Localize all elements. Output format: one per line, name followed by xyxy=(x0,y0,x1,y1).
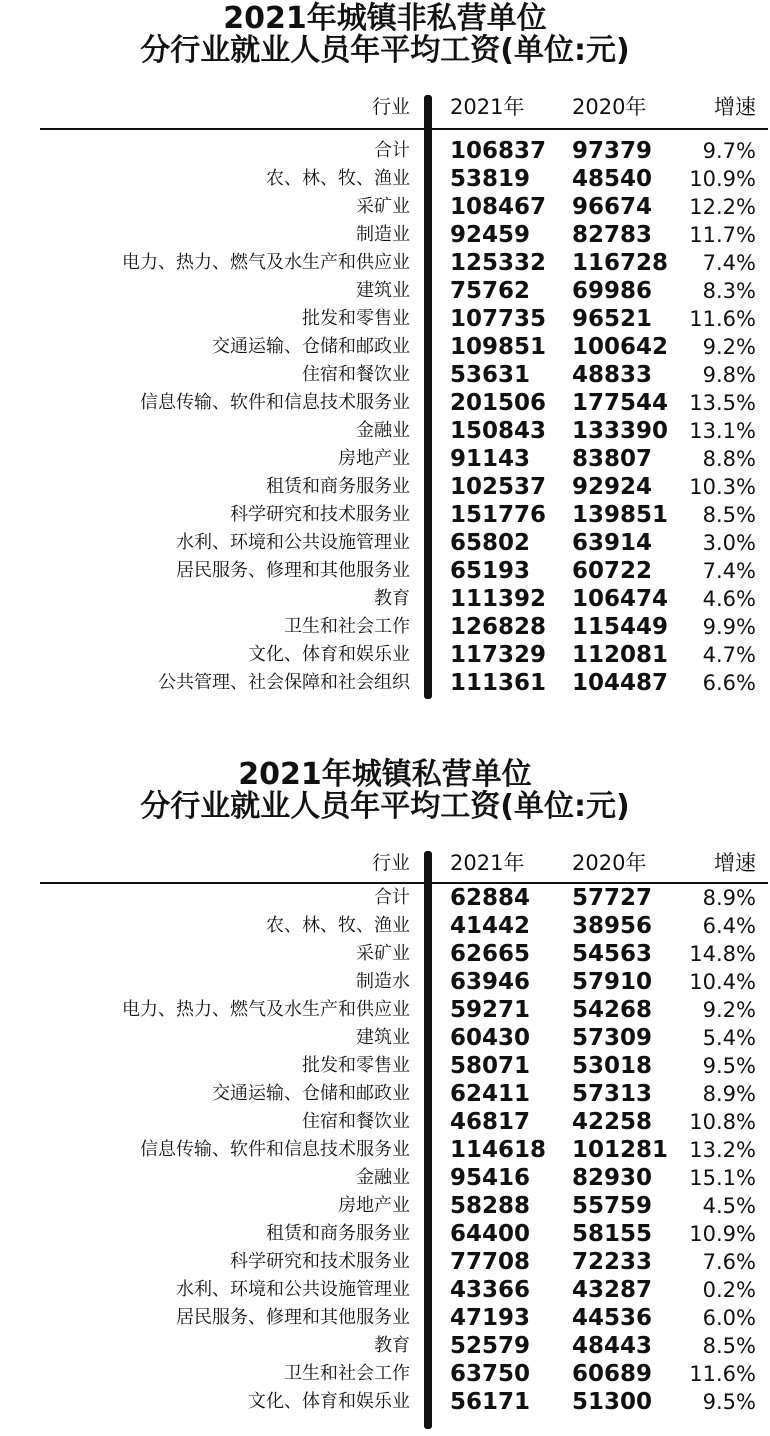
cell-2021: 92459 xyxy=(450,222,531,248)
cell-2021: 52579 xyxy=(450,1333,531,1359)
cell-2020: 116728 xyxy=(572,250,669,276)
cell-growth: 10.8% xyxy=(689,1110,756,1134)
table-row xyxy=(0,249,770,277)
cell-industry: 教育 xyxy=(374,1335,410,1356)
cell-2021: 126828 xyxy=(450,614,547,640)
cell-growth: 9.2% xyxy=(702,335,756,359)
cell-growth: 10.9% xyxy=(689,1222,756,1246)
cell-2021: 95416 xyxy=(450,1165,531,1191)
table-row xyxy=(0,1276,770,1304)
cell-industry: 卫生和社会工作 xyxy=(284,616,410,637)
table-row xyxy=(0,1248,770,1276)
cell-growth: 4.5% xyxy=(702,1194,756,1218)
table-row xyxy=(0,193,770,221)
cell-industry: 租赁和商务服务业 xyxy=(266,476,410,497)
cell-2021: 114618 xyxy=(450,1137,547,1163)
cell-2021: 41442 xyxy=(450,913,531,939)
cell-2020: 83807 xyxy=(572,446,653,472)
cell-growth: 4.6% xyxy=(702,587,756,611)
cell-industry: 租赁和商务服务业 xyxy=(266,1223,410,1244)
cell-2020: 60689 xyxy=(572,1361,653,1387)
table-row xyxy=(0,165,770,193)
cell-2021: 65802 xyxy=(450,530,531,556)
cell-2020: 139851 xyxy=(572,502,669,528)
cell-2020: 55759 xyxy=(572,1193,653,1219)
cell-growth: 10.9% xyxy=(689,167,756,191)
cell-2020: 82930 xyxy=(572,1165,653,1191)
cell-industry: 文化、体育和娱乐业 xyxy=(248,1391,410,1412)
cell-industry: 文化、体育和娱乐业 xyxy=(248,644,410,665)
cell-industry: 批发和零售业 xyxy=(302,1055,410,1076)
cell-growth: 14.8% xyxy=(689,942,756,966)
cell-2021: 111361 xyxy=(450,670,547,696)
cell-2020: 101281 xyxy=(572,1137,669,1163)
cell-2020: 106474 xyxy=(572,586,669,612)
table-row xyxy=(0,137,770,165)
cell-industry: 农、林、牧、渔业 xyxy=(266,168,410,189)
cell-industry: 信息传输、软件和信息技术服务业 xyxy=(140,392,410,413)
cell-2021: 111392 xyxy=(450,586,547,612)
cell-2020: 60722 xyxy=(572,558,653,584)
cell-industry: 住宿和餐饮业 xyxy=(302,1111,410,1132)
table-title-line2: 分行业就业人员年平均工资 xyxy=(140,789,501,824)
cell-growth: 7.4% xyxy=(702,251,756,275)
cell-industry: 合计 xyxy=(374,140,410,161)
cell-2021: 58071 xyxy=(450,1053,531,1079)
cell-growth: 9.8% xyxy=(702,363,756,387)
cell-industry: 房地产业 xyxy=(338,1195,410,1216)
table-row xyxy=(0,912,770,940)
table-row xyxy=(0,1108,770,1136)
cell-industry: 批发和零售业 xyxy=(302,308,410,329)
cell-industry: 住宿和餐饮业 xyxy=(302,364,410,385)
cell-industry: 房地产业 xyxy=(338,448,410,469)
table-row xyxy=(0,361,770,389)
table-row xyxy=(0,277,770,305)
cell-growth: 15.1% xyxy=(689,1166,756,1190)
cell-growth: 6.0% xyxy=(702,1306,756,1330)
cell-industry: 金融业 xyxy=(356,1167,410,1188)
cell-industry: 农、林、牧、渔业 xyxy=(266,915,410,936)
cell-2021: 53819 xyxy=(450,166,531,192)
table-title-line1: 2021年城镇私营单位 xyxy=(238,757,532,792)
table-unit: (单位:元) xyxy=(500,33,630,68)
cell-growth: 3.0% xyxy=(702,531,756,555)
cell-industry: 金融业 xyxy=(356,420,410,441)
cell-growth: 5.4% xyxy=(702,1026,756,1050)
table-title-line1: 2021年城镇非私营单位 xyxy=(223,1,547,36)
cell-2020: 38956 xyxy=(572,913,653,939)
cell-growth: 7.6% xyxy=(702,1250,756,1274)
table-row xyxy=(0,333,770,361)
cell-2021: 75762 xyxy=(450,278,531,304)
cell-2020: 57727 xyxy=(572,885,653,911)
cell-growth: 11.6% xyxy=(689,307,756,331)
cell-2020: 42258 xyxy=(572,1109,653,1135)
cell-2021: 102537 xyxy=(450,474,547,500)
cell-growth: 8.9% xyxy=(702,886,756,910)
table-row xyxy=(0,305,770,333)
cell-growth: 7.4% xyxy=(702,559,756,583)
cell-industry: 制造业 xyxy=(356,224,410,245)
cell-2021: 117329 xyxy=(450,642,547,668)
cell-growth: 11.7% xyxy=(689,223,756,247)
cell-2020: 133390 xyxy=(572,418,669,444)
cell-growth: 10.3% xyxy=(689,475,756,499)
cell-growth: 9.9% xyxy=(702,615,756,639)
cell-2020: 44536 xyxy=(572,1305,653,1331)
table-row xyxy=(0,1164,770,1192)
table-row xyxy=(0,940,770,968)
cell-2020: 54563 xyxy=(572,941,653,967)
table-row xyxy=(0,1080,770,1108)
cell-2021: 63946 xyxy=(450,969,531,995)
header-divider xyxy=(40,128,768,130)
cell-industry: 水利、环境和公共设施管理业 xyxy=(176,532,410,553)
cell-industry: 合计 xyxy=(374,887,410,908)
header-2020: 2020年 xyxy=(572,851,647,875)
cell-industry: 水利、环境和公共设施管理业 xyxy=(176,1279,410,1300)
cell-2021: 108467 xyxy=(450,194,547,220)
cell-industry: 交通运输、仓储和邮政业 xyxy=(212,1083,410,1104)
cell-2020: 48540 xyxy=(572,166,653,192)
cell-2021: 77708 xyxy=(450,1249,531,1275)
cell-growth: 11.6% xyxy=(689,1362,756,1386)
cell-2020: 69986 xyxy=(572,278,653,304)
cell-2021: 63750 xyxy=(450,1361,531,1387)
cell-industry: 采矿业 xyxy=(356,943,410,964)
cell-growth: 8.9% xyxy=(702,1082,756,1106)
cell-2021: 56171 xyxy=(450,1389,531,1415)
cell-2020: 97379 xyxy=(572,138,653,164)
header-2021: 2021年 xyxy=(450,851,525,875)
cell-2020: 54268 xyxy=(572,997,653,1023)
cell-growth: 9.5% xyxy=(702,1054,756,1078)
cell-2020: 96674 xyxy=(572,194,653,220)
cell-2021: 64400 xyxy=(450,1221,531,1247)
table-row xyxy=(0,1024,770,1052)
cell-2020: 112081 xyxy=(572,642,669,668)
cell-2021: 106837 xyxy=(450,138,547,164)
table-row xyxy=(0,473,770,501)
cell-industry: 卫生和社会工作 xyxy=(284,1363,410,1384)
table-row xyxy=(0,417,770,445)
cell-growth: 8.5% xyxy=(702,1334,756,1358)
table-row xyxy=(0,445,770,473)
cell-industry: 电力、热力、燃气及水生产和供应业 xyxy=(122,252,410,273)
cell-2020: 82783 xyxy=(572,222,653,248)
cell-2020: 100642 xyxy=(572,334,669,360)
table-row xyxy=(0,996,770,1024)
table-row xyxy=(0,221,770,249)
cell-2020: 48833 xyxy=(572,362,653,388)
cell-2020: 92924 xyxy=(572,474,653,500)
table-row xyxy=(0,1388,770,1416)
table-row xyxy=(0,501,770,529)
cell-industry: 电力、热力、燃气及水生产和供应业 xyxy=(122,999,410,1020)
cell-industry: 科学研究和技术服务业 xyxy=(230,1251,410,1272)
cell-industry: 信息传输、软件和信息技术服务业 xyxy=(140,1139,410,1160)
cell-2021: 150843 xyxy=(450,418,547,444)
table-row xyxy=(0,1332,770,1360)
cell-growth: 13.2% xyxy=(689,1138,756,1162)
cell-2020: 57910 xyxy=(572,969,653,995)
cell-2021: 58288 xyxy=(450,1193,531,1219)
cell-2020: 43287 xyxy=(572,1277,653,1303)
header-growth: 增速 xyxy=(714,851,756,875)
cell-2020: 177544 xyxy=(572,390,669,416)
cell-2021: 60430 xyxy=(450,1025,531,1051)
table-row xyxy=(0,1192,770,1220)
cell-2020: 48443 xyxy=(572,1333,653,1359)
cell-2021: 59271 xyxy=(450,997,531,1023)
cell-industry: 制造水 xyxy=(356,971,410,992)
header-2020: 2020年 xyxy=(572,95,647,119)
cell-2020: 53018 xyxy=(572,1053,653,1079)
cell-2021: 125332 xyxy=(450,250,547,276)
cell-2021: 109851 xyxy=(450,334,547,360)
cell-2021: 62884 xyxy=(450,885,531,911)
cell-industry: 建筑业 xyxy=(356,1027,410,1048)
cell-2021: 47193 xyxy=(450,1305,531,1331)
cell-2021: 46817 xyxy=(450,1109,531,1135)
cell-growth: 9.5% xyxy=(702,1390,756,1414)
cell-2020: 115449 xyxy=(572,614,669,640)
cell-2020: 57309 xyxy=(572,1025,653,1051)
table-title-line2: 分行业就业人员年平均工资 xyxy=(140,33,501,68)
cell-growth: 13.5% xyxy=(689,391,756,415)
cell-growth: 8.3% xyxy=(702,279,756,303)
table-row xyxy=(0,613,770,641)
table-row xyxy=(0,1360,770,1388)
cell-growth: 6.4% xyxy=(702,914,756,938)
cell-2021: 151776 xyxy=(450,502,547,528)
cell-industry: 公共管理、社会保障和社会组织 xyxy=(158,672,410,693)
table-row xyxy=(0,968,770,996)
cell-growth: 9.2% xyxy=(702,998,756,1022)
table-row xyxy=(0,884,770,912)
table-row xyxy=(0,1220,770,1248)
cell-growth: 8.8% xyxy=(702,447,756,471)
cell-2021: 43366 xyxy=(450,1277,531,1303)
cell-2020: 72233 xyxy=(572,1249,653,1275)
table-header xyxy=(0,849,770,877)
cell-2020: 58155 xyxy=(572,1221,653,1247)
table-unit: (单位:元) xyxy=(500,789,630,824)
cell-industry: 教育 xyxy=(374,588,410,609)
table-row xyxy=(0,1136,770,1164)
cell-industry: 交通运输、仓储和邮政业 xyxy=(212,336,410,357)
cell-2021: 91143 xyxy=(450,446,531,472)
table-row xyxy=(0,389,770,417)
cell-2020: 96521 xyxy=(572,306,653,332)
cell-2020: 63914 xyxy=(572,530,653,556)
header-industry: 行业 xyxy=(371,852,410,874)
header-industry: 行业 xyxy=(371,96,410,118)
table-row xyxy=(0,585,770,613)
cell-industry: 科学研究和技术服务业 xyxy=(230,504,410,525)
table-header xyxy=(0,93,770,121)
cell-growth: 12.2% xyxy=(689,195,756,219)
cell-growth: 10.4% xyxy=(689,970,756,994)
cell-2020: 51300 xyxy=(572,1389,653,1415)
cell-2021: 53631 xyxy=(450,362,531,388)
cell-growth: 6.6% xyxy=(702,671,756,695)
table-title-line2-wrap xyxy=(0,34,770,68)
cell-2020: 104487 xyxy=(572,670,669,696)
cell-industry: 居民服务、修理和其他服务业 xyxy=(176,560,410,581)
table-row xyxy=(0,1052,770,1080)
cell-2021: 201506 xyxy=(450,390,547,416)
cell-growth: 9.7% xyxy=(702,139,756,163)
table-row xyxy=(0,1304,770,1332)
cell-industry: 采矿业 xyxy=(356,196,410,217)
table-row xyxy=(0,529,770,557)
cell-growth: 0.2% xyxy=(702,1278,756,1302)
cell-2021: 107735 xyxy=(450,306,547,332)
header-2021: 2021年 xyxy=(450,95,525,119)
header-growth: 增速 xyxy=(714,95,756,119)
table-row xyxy=(0,669,770,697)
cell-2021: 65193 xyxy=(450,558,531,584)
cell-growth: 13.1% xyxy=(689,419,756,443)
cell-2020: 57313 xyxy=(572,1081,653,1107)
cell-2021: 62411 xyxy=(450,1081,531,1107)
table-row xyxy=(0,557,770,585)
cell-growth: 4.7% xyxy=(702,643,756,667)
cell-industry: 居民服务、修理和其他服务业 xyxy=(176,1307,410,1328)
table-row xyxy=(0,641,770,669)
table-title-line2-wrap xyxy=(0,790,770,824)
cell-industry: 建筑业 xyxy=(356,280,410,301)
cell-growth: 8.5% xyxy=(702,503,756,527)
cell-2021: 62665 xyxy=(450,941,531,967)
